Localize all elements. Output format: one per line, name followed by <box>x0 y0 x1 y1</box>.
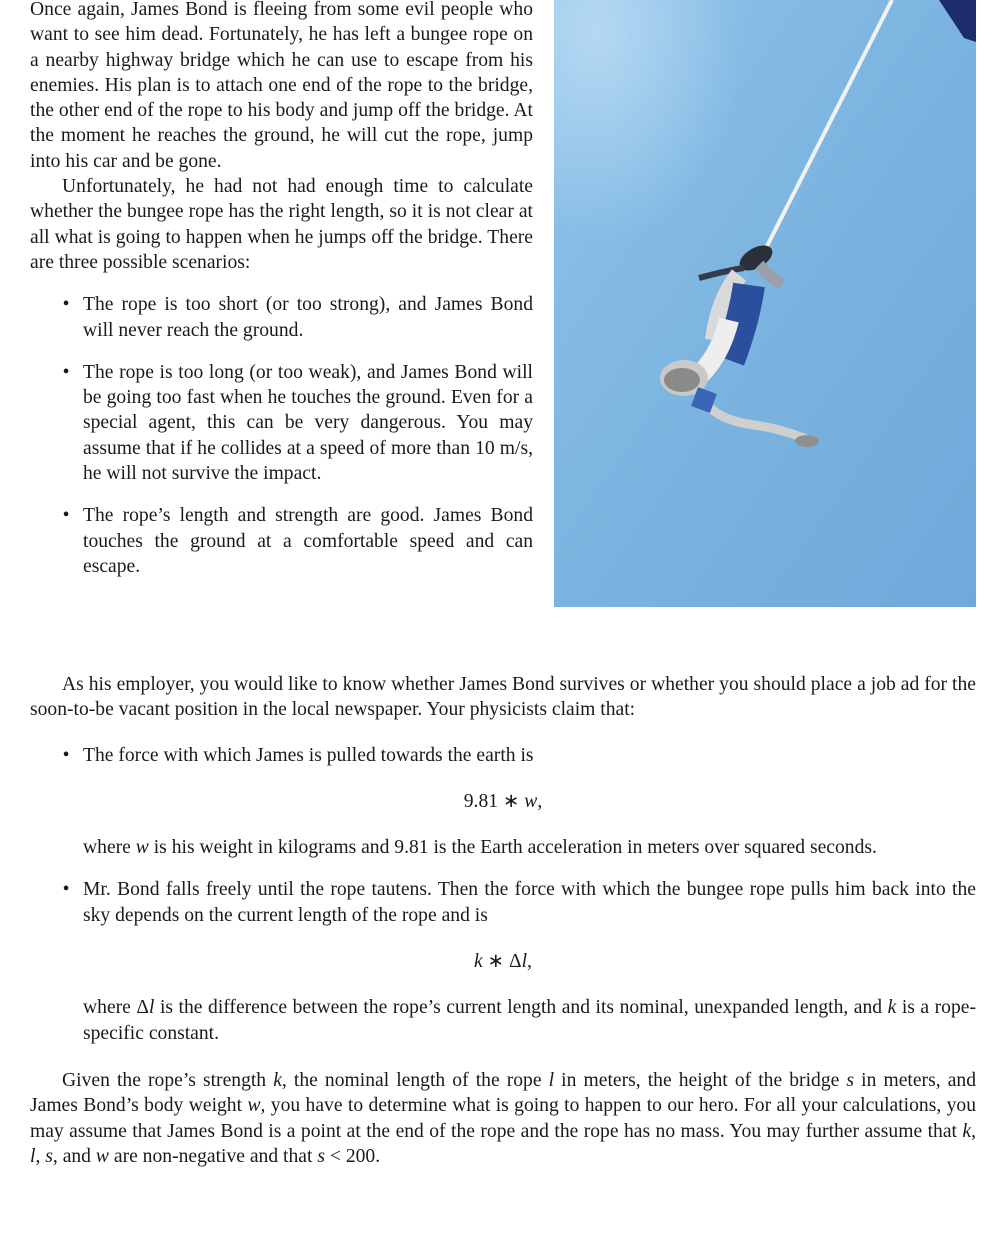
text-part: where <box>83 837 136 859</box>
equation-constant: 9.81 ∗ <box>463 790 525 812</box>
gravity-equation <box>30 789 976 814</box>
left-column <box>30 0 533 579</box>
bullet-icon: • <box>62 879 70 901</box>
bullet-icon: • <box>62 505 70 527</box>
text-part: in meters, the height of the bridge <box>554 1069 847 1091</box>
scenario-item <box>30 292 533 343</box>
bullet-icon: • <box>62 744 70 766</box>
claim-explanation <box>83 835 976 860</box>
text-part: , <box>35 1145 46 1167</box>
math-var: s <box>317 1145 325 1167</box>
claim-lead: The force with which James is pulled towards the earth is <box>83 744 534 766</box>
scenario-text: The rope is too short (or too strong), and James Bond will never reach the ground. <box>83 294 533 341</box>
math-var: k <box>887 997 897 1019</box>
scenario-item <box>30 503 533 579</box>
math-var: l <box>30 1145 36 1167</box>
math-var: w <box>95 1145 109 1167</box>
claim-item <box>30 743 976 861</box>
math-var: l <box>149 997 155 1019</box>
math-var: w <box>135 837 149 859</box>
math-var: s <box>45 1145 53 1167</box>
math-var: k <box>273 1069 282 1091</box>
claim-item <box>30 877 976 1045</box>
text-part: < 200. <box>324 1145 381 1167</box>
text-part: is his weight in kilograms and 9.81 is the Earth acceleration in meters over squared seconds. <box>148 837 877 859</box>
scenario-item <box>30 360 533 486</box>
equation-operator: ∗ Δ <box>482 951 522 973</box>
text-part: Given the rope’s strength <box>62 1069 274 1091</box>
scenario-text: The rope is too long (or too weak), and James Bond will be going too fast when he touches the ground. Even for a special agent, this can be very dangerous. You may assume that if he collides at a speed of more than 10 m/s, he will not survive the impact. <box>83 361 533 485</box>
equation-var-w: w <box>524 790 538 812</box>
text-part: are non-negative and that <box>108 1145 318 1167</box>
math-var: s <box>846 1069 855 1091</box>
main-body <box>30 672 976 1169</box>
intro-paragraph-2: Unfortunately, he had not had enough time to calculate whether the bungee rope has the right length, so it is not clear at all what is going to happen when he jumps off the bridge. There are three possible scenarios: <box>30 176 533 273</box>
text-part: , you have to determine what is going to happen to our hero. For all your calculations, you may assume that James Bond is a point at the end of the rope and the rope has no mass. You may further assume that <box>30 1095 976 1142</box>
final-paragraph <box>30 1068 976 1169</box>
math-var: w <box>247 1095 261 1117</box>
equation-var-l: l <box>521 951 528 973</box>
claim-explanation <box>83 995 976 1046</box>
claims-list <box>30 743 976 1046</box>
scenario-text: The rope’s length and strength are good. James Bond touches the ground at a comfortable speed and can escape. <box>83 505 533 577</box>
math-var: k <box>962 1120 972 1142</box>
text-part: is the difference between the rope’s current length and its nominal, unexpanded length, and <box>154 997 888 1019</box>
text-part: is a rope-specific constant. <box>83 997 976 1044</box>
scenario-list <box>30 292 533 579</box>
text-part: , and <box>52 1145 96 1167</box>
bullet-icon: • <box>62 294 70 316</box>
bullet-icon: • <box>62 361 70 383</box>
text-part: in meters, and James Bond’s body weight <box>30 1069 976 1117</box>
equation-comma: , <box>527 951 532 973</box>
text-part: , <box>971 1120 976 1142</box>
equation-comma: , <box>537 790 543 812</box>
equation-var-k: k <box>474 951 483 973</box>
claim-lead: Mr. Bond falls freely until the rope tautens. Then the force with which the bungee rope pulls him back into the sky depends on the current length of the rope and is <box>83 879 976 926</box>
employer-paragraph: As his employer, you would like to know whether James Bond survives or whether you should place a job ad for the soon-to-be vacant position in the local newspaper. Your physicists claim that: <box>30 674 976 721</box>
rope-force-equation <box>30 949 976 974</box>
text-part: where Δ <box>83 997 149 1019</box>
bungee-jumper-photo <box>554 0 976 607</box>
text-part: , the nominal length of the rope <box>281 1069 549 1091</box>
math-var: l <box>548 1069 555 1091</box>
intro-paragraph-1: Once again, James Bond is fleeing from some evil people who want to see him dead. Fortunately, he has left a bungee rope on a nearby highway bridge which he can use to escape from his enemies. His plan is to attach one end of the rope to the bridge, the other end of the rope to his body and jump off the bridge. At the moment he reaches the ground, he will cut the rope, jump into his car and be gone. <box>30 0 533 172</box>
